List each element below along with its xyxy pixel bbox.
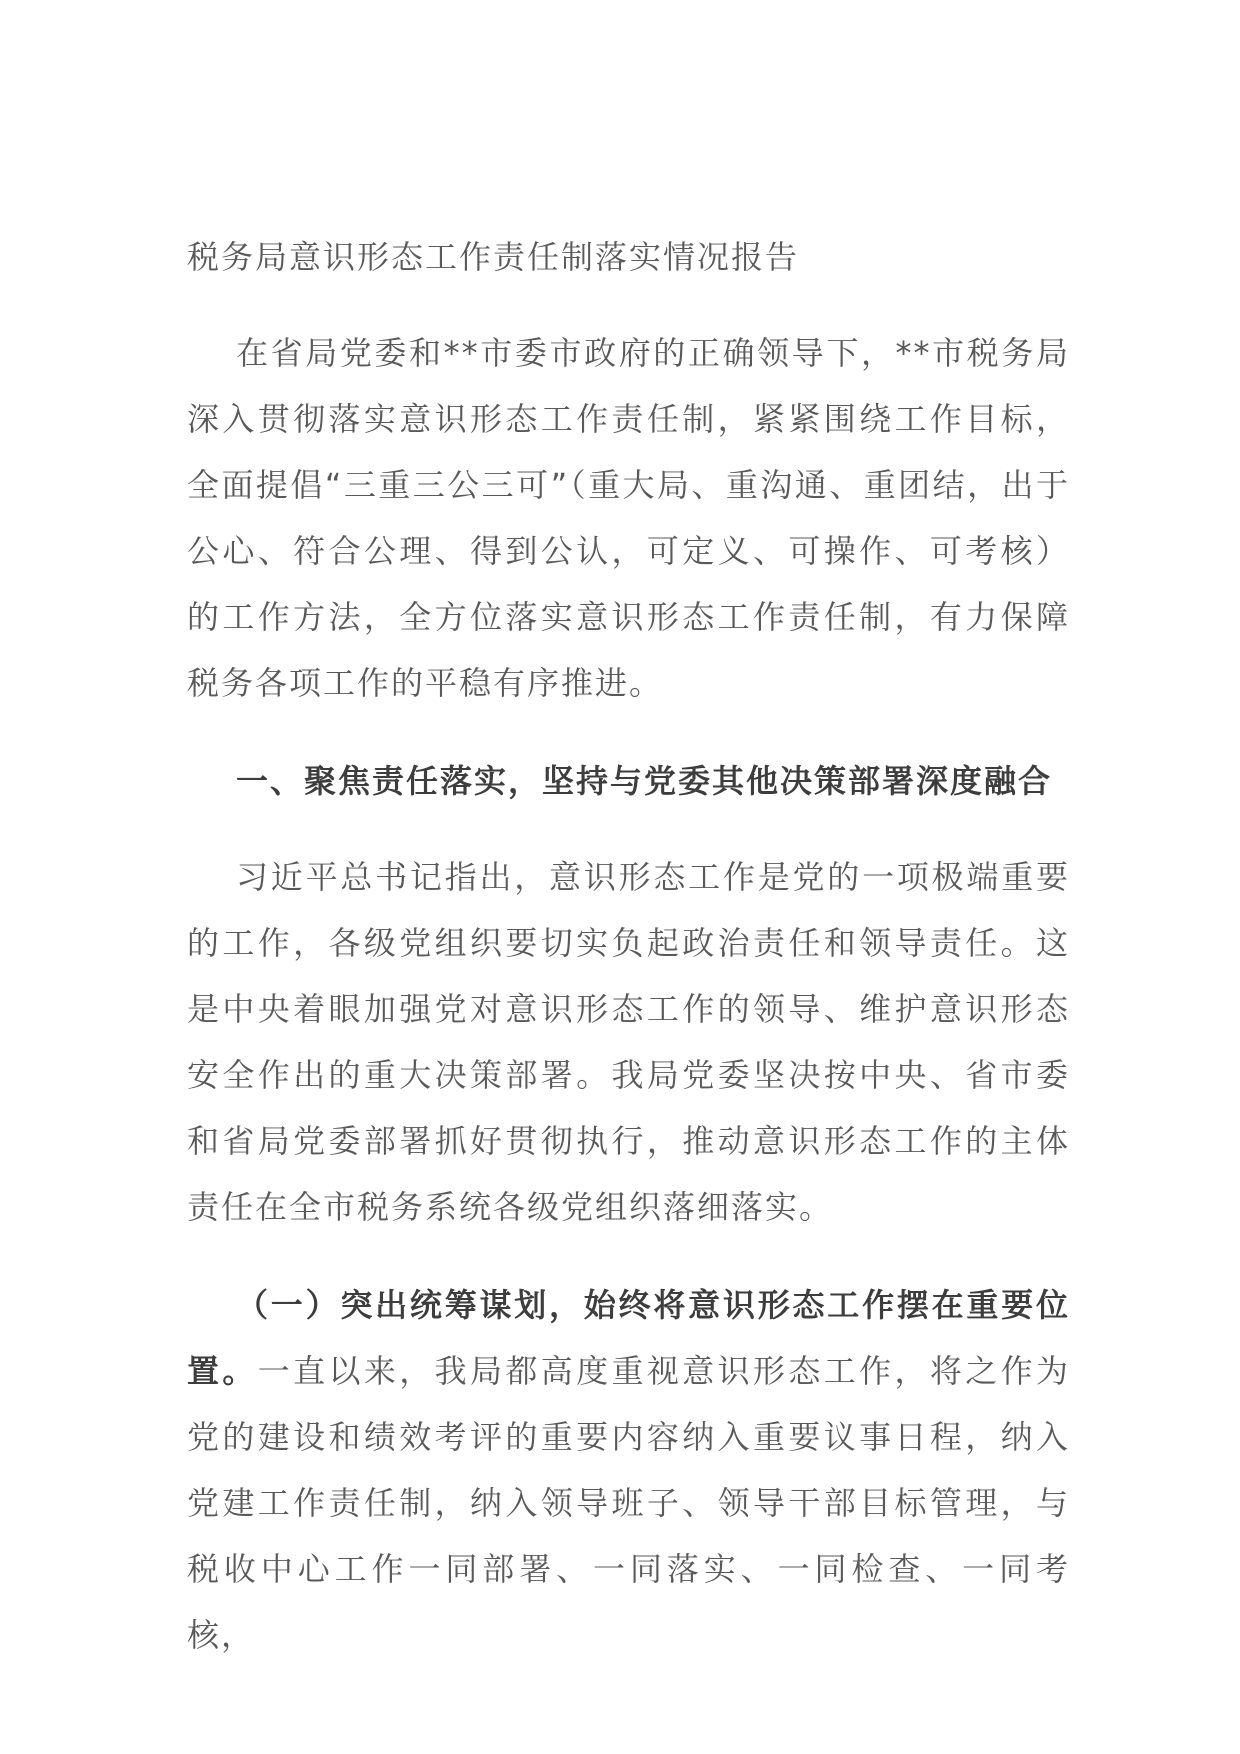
intro-paragraph: 在省局党委和**市委市政府的正确领导下，**市税务局深入贯彻落实意识形态工作责任制，紧紧围绕工作目标，全面提倡“三重三公三可”（重大局、重沟通、重团结，出于公心、符合公理、得到公认，可定义、可操作、可考核）的工作方法，全方位落实意识形态工作责任制，有力保障税务各项工作的平稳有序推进。 (187, 334, 1070, 702)
subsection-1-body: 一直以来，我局都高度重视意识形态工作，将之作为党的建设和绩效考评的重要内容纳入重要议事日程，纳入党建工作责任制，纳入领导班子、领导干部目标管理，与税收中心工作一同部署、一同落实、一同检查、一同考核， (187, 1352, 1070, 1654)
subsection-1-paragraph (187, 1272, 1070, 1668)
section-1-paragraph: 习近平总书记指出，意识形态工作是党的一项极端重要的工作，各级党组织要切实负起政治责任和领导责任。这是中央着眼加强党对意识形态工作的领导、维护意识形态安全作出的重大决策部署。我局党委坚决按中央、省市委和省局党委部署抓好贯彻执行，推动意识形态工作的主体责任在全市税务系统各级党组织落细落实。 (187, 858, 1070, 1226)
section-1-heading: 一、聚焦责任落实，坚持与党委其他决策部署深度融合 (236, 762, 1053, 800)
subsection-1-lead: （一）突出统筹谋划，始终将意识形态工作摆在重要位置。 (187, 1286, 1070, 1390)
document-title: 税务局意识形态工作责任制落实情况报告 (187, 238, 800, 276)
